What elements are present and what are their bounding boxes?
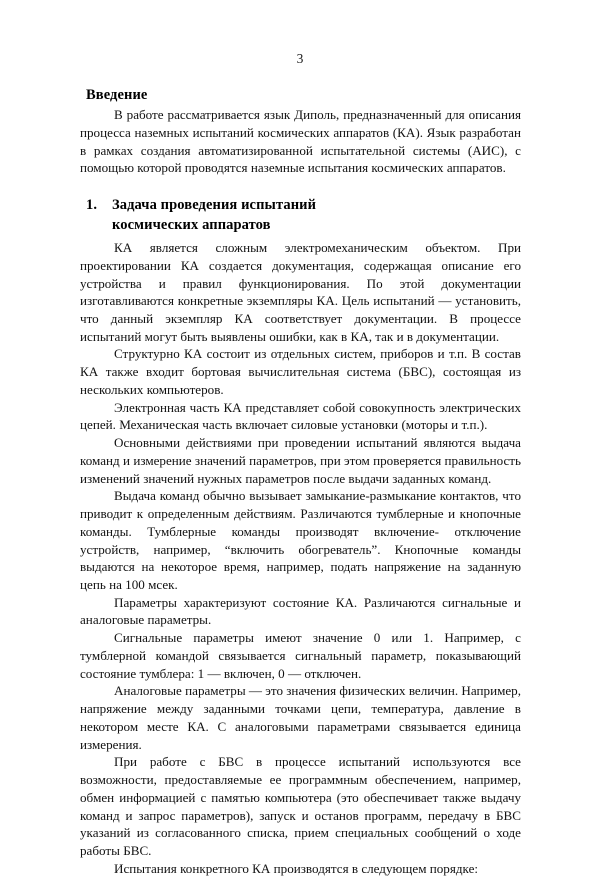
section-title-line-1: Задача проведения испытаний xyxy=(112,197,317,214)
body-paragraph: Структурно КА состоит из отдельных систем, приборов и т.п. В состав КА также входит бортовая вычислительная система (БВС), состоящая из нескольких компьютеров. xyxy=(80,346,521,397)
section-number: 1. xyxy=(86,197,98,214)
body-paragraph: Испытания конкретного КА производятся в следующем порядке: xyxy=(114,860,479,876)
page-number: 3 xyxy=(296,51,304,66)
page-content xyxy=(80,86,521,878)
body-paragraph: Сигнальные параметры имеют значение 0 или 1. Например, с тумблерной командой связывается сигнальный параметр, показывающий состояние тумблера: 1 — включен, 0 — отключен. xyxy=(80,630,521,681)
page-title: Введение xyxy=(86,87,148,103)
intro-paragraph: В работе рассматривается язык Диполь, предназначенный для описания процесса наземных испытаний космических аппаратов (КА). Язык разработан в рамках создания автоматизированной испытательной системы (АИС), с помощью которой проводятся наземные испытания космических аппаратов. xyxy=(80,107,521,176)
body-paragraph: Электронная часть КА представляет собой совокупность электрических цепей. Механическая часть включает силовые установки (моторы и т.п.). xyxy=(80,399,521,433)
body-paragraph: Аналоговые параметры — это значения физических величин. Например, напряжение между заданными точками цепи, температура, давление в некотором месте КА. С аналоговыми параметрами связывается единица измерения. xyxy=(80,683,522,752)
section-title xyxy=(112,195,521,235)
body-paragraph: Основными действиями при проведении испытаний являются выдача команд и измерение значений параметров, при этом проверяется правильность изменений значений нужных параметров после выдачи заданных команд. xyxy=(80,435,521,486)
section-title-line-2: космических аппаратов xyxy=(112,217,271,234)
body-paragraph: При работе с БВС в процессе испытаний используются все возможности, предоставляемые ее программным обеспечением, например, обмен информацией с памятью компьютера (это обеспечивает также выдачу команд и запрос параметров), запуск и останов программ, передачу в БВС указаний из согласованного списка, прием специальных сообщений о ходе работы БВС. xyxy=(80,754,521,859)
body-paragraph: Параметры характеризуют состояние КА. Различаются сигнальные и аналоговые параметры. xyxy=(80,594,521,628)
body-paragraph: КА является сложным электромеханическим объектом. При проектировании КА создается документация, содержащая описание его устройства и правил функционирования. По этой документации изготавливаются конкретные экземпляры КА. Цель испытаний — установить, что данный экземпляр КА соответствует документации. В процессе испытаний могут быть выявлены ошибки, как в КА, так и в документации. xyxy=(80,240,521,344)
body-paragraph: Выдача команд обычно вызывает замыкание-размыкание контактов, что приводит к определенным действиям. Различаются тумблерные и кнопочные команды. Тумблерные команды производят включение- отключение устройств, например, “включить обогреватель”. Кнопочные команды выдаются на некоторое время, например, подать напряжение на заданную цепь на 100 мсек. xyxy=(80,488,521,593)
section-heading xyxy=(80,195,521,235)
